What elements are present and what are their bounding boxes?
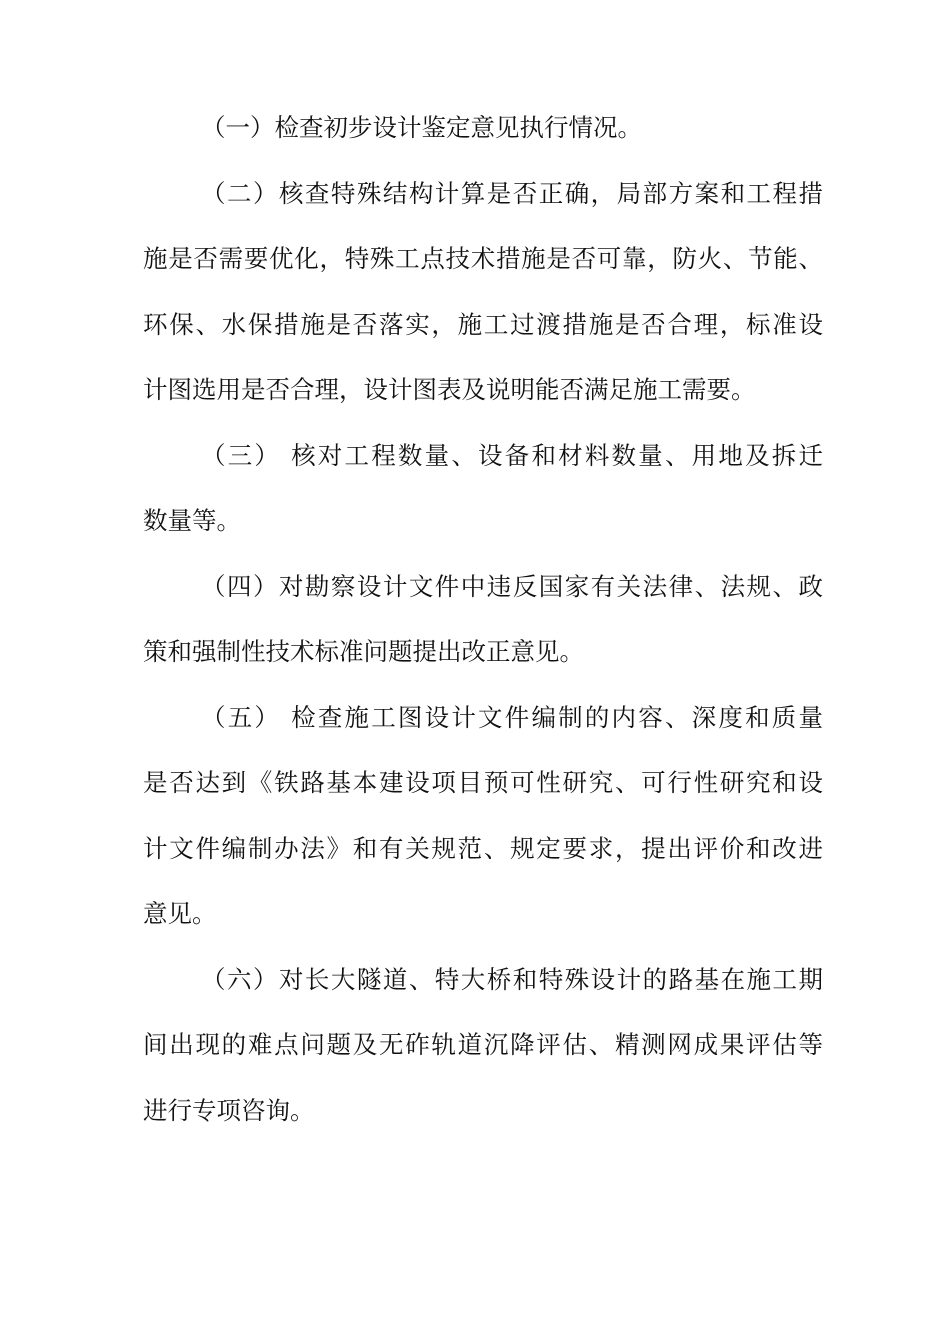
paragraph-4 [143, 554, 823, 685]
paragraph-6-line-2: 间出现的难点问题及无砟轨道沉降评估、精测网成果评估等 [143, 1030, 823, 1059]
paragraph-4-line-2: 策和强制性技术标准问题提出改正意见。 [143, 637, 584, 666]
paragraph-5-line-4: 意见。 [143, 899, 217, 928]
paragraph-5-line-2: 是否达到《铁路基本建设项目预可性研究、可行性研究和设 [143, 768, 823, 797]
paragraph-2-line-2: 施是否需要优化，特殊工点技术措施是否可靠，防火、节能、 [143, 244, 823, 273]
paragraph-2 [143, 161, 823, 423]
paragraph-2-line-1: （二）核查特殊结构计算是否正确，局部方案和工程措 [201, 178, 823, 208]
paragraph-2-line-4: 计图选用是否合理，设计图表及说明能否满足施工需要。 [143, 375, 756, 404]
paragraph-2-line-3: 环保、水保措施是否落实，施工过渡措施是否合理，标准设 [143, 309, 823, 339]
paragraph-5-line-1: （五） 检查施工图设计文件编制的内容、深度和质量 [201, 702, 823, 732]
paragraph-6 [143, 947, 823, 1144]
paragraph-5-line-3: 计文件编制办法》和有关规范、规定要求，提出评价和改进 [143, 833, 823, 863]
paragraph-3-line-1: （三） 核对工程数量、设备和材料数量、用地及拆迁 [201, 440, 823, 470]
paragraph-3 [143, 423, 823, 554]
paragraph-3-line-2: 数量等。 [143, 506, 241, 535]
paragraph-1 [143, 95, 823, 161]
paragraph-6-line-3: 进行专项咨询。 [143, 1095, 315, 1125]
paragraph-1-line-1: （一）检查初步设计鉴定意见执行情况。 [201, 113, 642, 142]
paragraph-4-line-1: （四）对勘察设计文件中违反国家有关法律、法规、政 [201, 571, 823, 601]
paragraph-5 [143, 685, 823, 947]
paragraph-6-line-1: （六）对长大隧道、特大桥和特殊设计的路基在施工期 [201, 964, 823, 994]
document-body [143, 95, 823, 1143]
